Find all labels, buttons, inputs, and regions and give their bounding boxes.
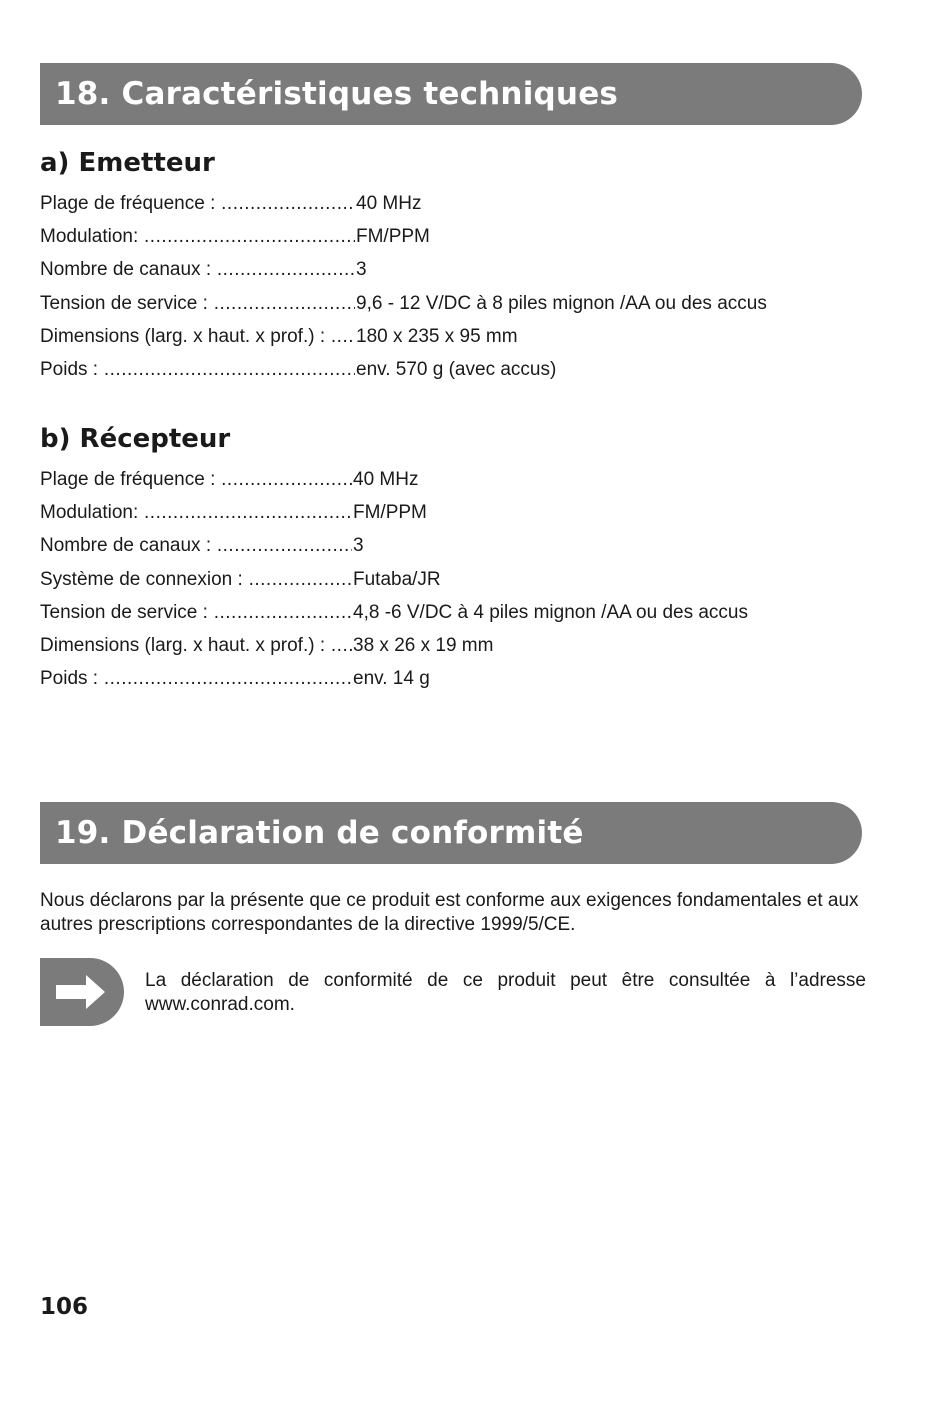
spec-label: Dimensions (larg. x haut. x prof.) : ..... xyxy=(40,320,355,353)
spec-row xyxy=(40,629,860,662)
spec-label: Nombre de canaux : ..... xyxy=(40,253,355,286)
spec-row xyxy=(40,287,860,320)
spec-value: FM/PPM xyxy=(353,502,427,524)
page-number: 106 xyxy=(40,1294,89,1320)
spec-label: Système de connexion : ..... xyxy=(40,563,352,596)
receiver-specs xyxy=(40,463,860,695)
spec-value: env. 14 g xyxy=(353,668,430,690)
spec-value: 3 xyxy=(353,535,364,557)
spec-label: Plage de fréquence : ..... xyxy=(40,187,355,220)
spec-row xyxy=(40,220,860,253)
spec-row xyxy=(40,463,860,496)
spec-label: Plage de fréquence : ..... xyxy=(40,463,352,496)
note-text: La déclaration de conformité de ce produit peut être consultée à l’adresse www.conrad.com. xyxy=(145,970,866,1015)
spec-value: 40 MHz xyxy=(356,193,422,214)
spec-label: Modulation: ..... xyxy=(40,220,355,253)
spec-row xyxy=(40,563,860,596)
emitter-specs xyxy=(40,187,860,386)
spec-row xyxy=(40,353,860,386)
spec-label: Poids : ..... xyxy=(40,353,355,386)
spec-row xyxy=(40,253,860,286)
conformity-paragraph: Nous déclarons par la présente que ce produit est conforme aux exigences fondamentales et aux autres prescriptions correspondantes de la directive 1999/5/CE. xyxy=(40,890,859,935)
spec-value: 3 xyxy=(356,259,367,281)
spec-value: 38 x 26 x 19 mm xyxy=(353,634,494,656)
spec-row xyxy=(40,596,860,629)
spec-row xyxy=(40,496,860,529)
spec-row xyxy=(40,529,860,562)
section-18-title: 18. Caractéristiques techniques xyxy=(55,76,619,112)
section-19-title: 19. Déclaration de conformité xyxy=(55,815,584,851)
spec-value: 40 MHz xyxy=(353,469,419,490)
spec-label: Poids : ..... xyxy=(40,662,352,695)
spec-value: 4,8 -6 V/DC à 4 piles mignon /AA ou des accus xyxy=(353,601,748,623)
spec-row xyxy=(40,320,860,353)
spec-value: FM/PPM xyxy=(356,226,430,248)
spec-value: Futaba/JR xyxy=(353,568,441,590)
spec-label: Tension de service : ..... xyxy=(40,287,355,320)
section-19-banner xyxy=(40,802,862,864)
spec-value: env. 570 g (avec accus) xyxy=(356,358,557,380)
receiver-heading: b) Récepteur xyxy=(40,424,231,454)
spec-label: Dimensions (larg. x haut. x prof.) : ..... xyxy=(40,629,352,662)
spec-label: Modulation: ..... xyxy=(40,496,352,529)
spec-label: Nombre de canaux : ..... xyxy=(40,529,352,562)
section-18-banner xyxy=(40,63,862,125)
spec-row xyxy=(40,187,860,220)
emitter-heading: a) Emetteur xyxy=(40,148,215,178)
spec-row xyxy=(40,662,860,695)
spec-value: 9,6 - 12 V/DC à 8 piles mignon /AA ou des accus xyxy=(356,292,767,314)
spec-label: Tension de service : ..... xyxy=(40,596,352,629)
spec-value: 180 x 235 x 95 mm xyxy=(356,325,518,347)
arrow-right-icon xyxy=(40,958,124,1026)
